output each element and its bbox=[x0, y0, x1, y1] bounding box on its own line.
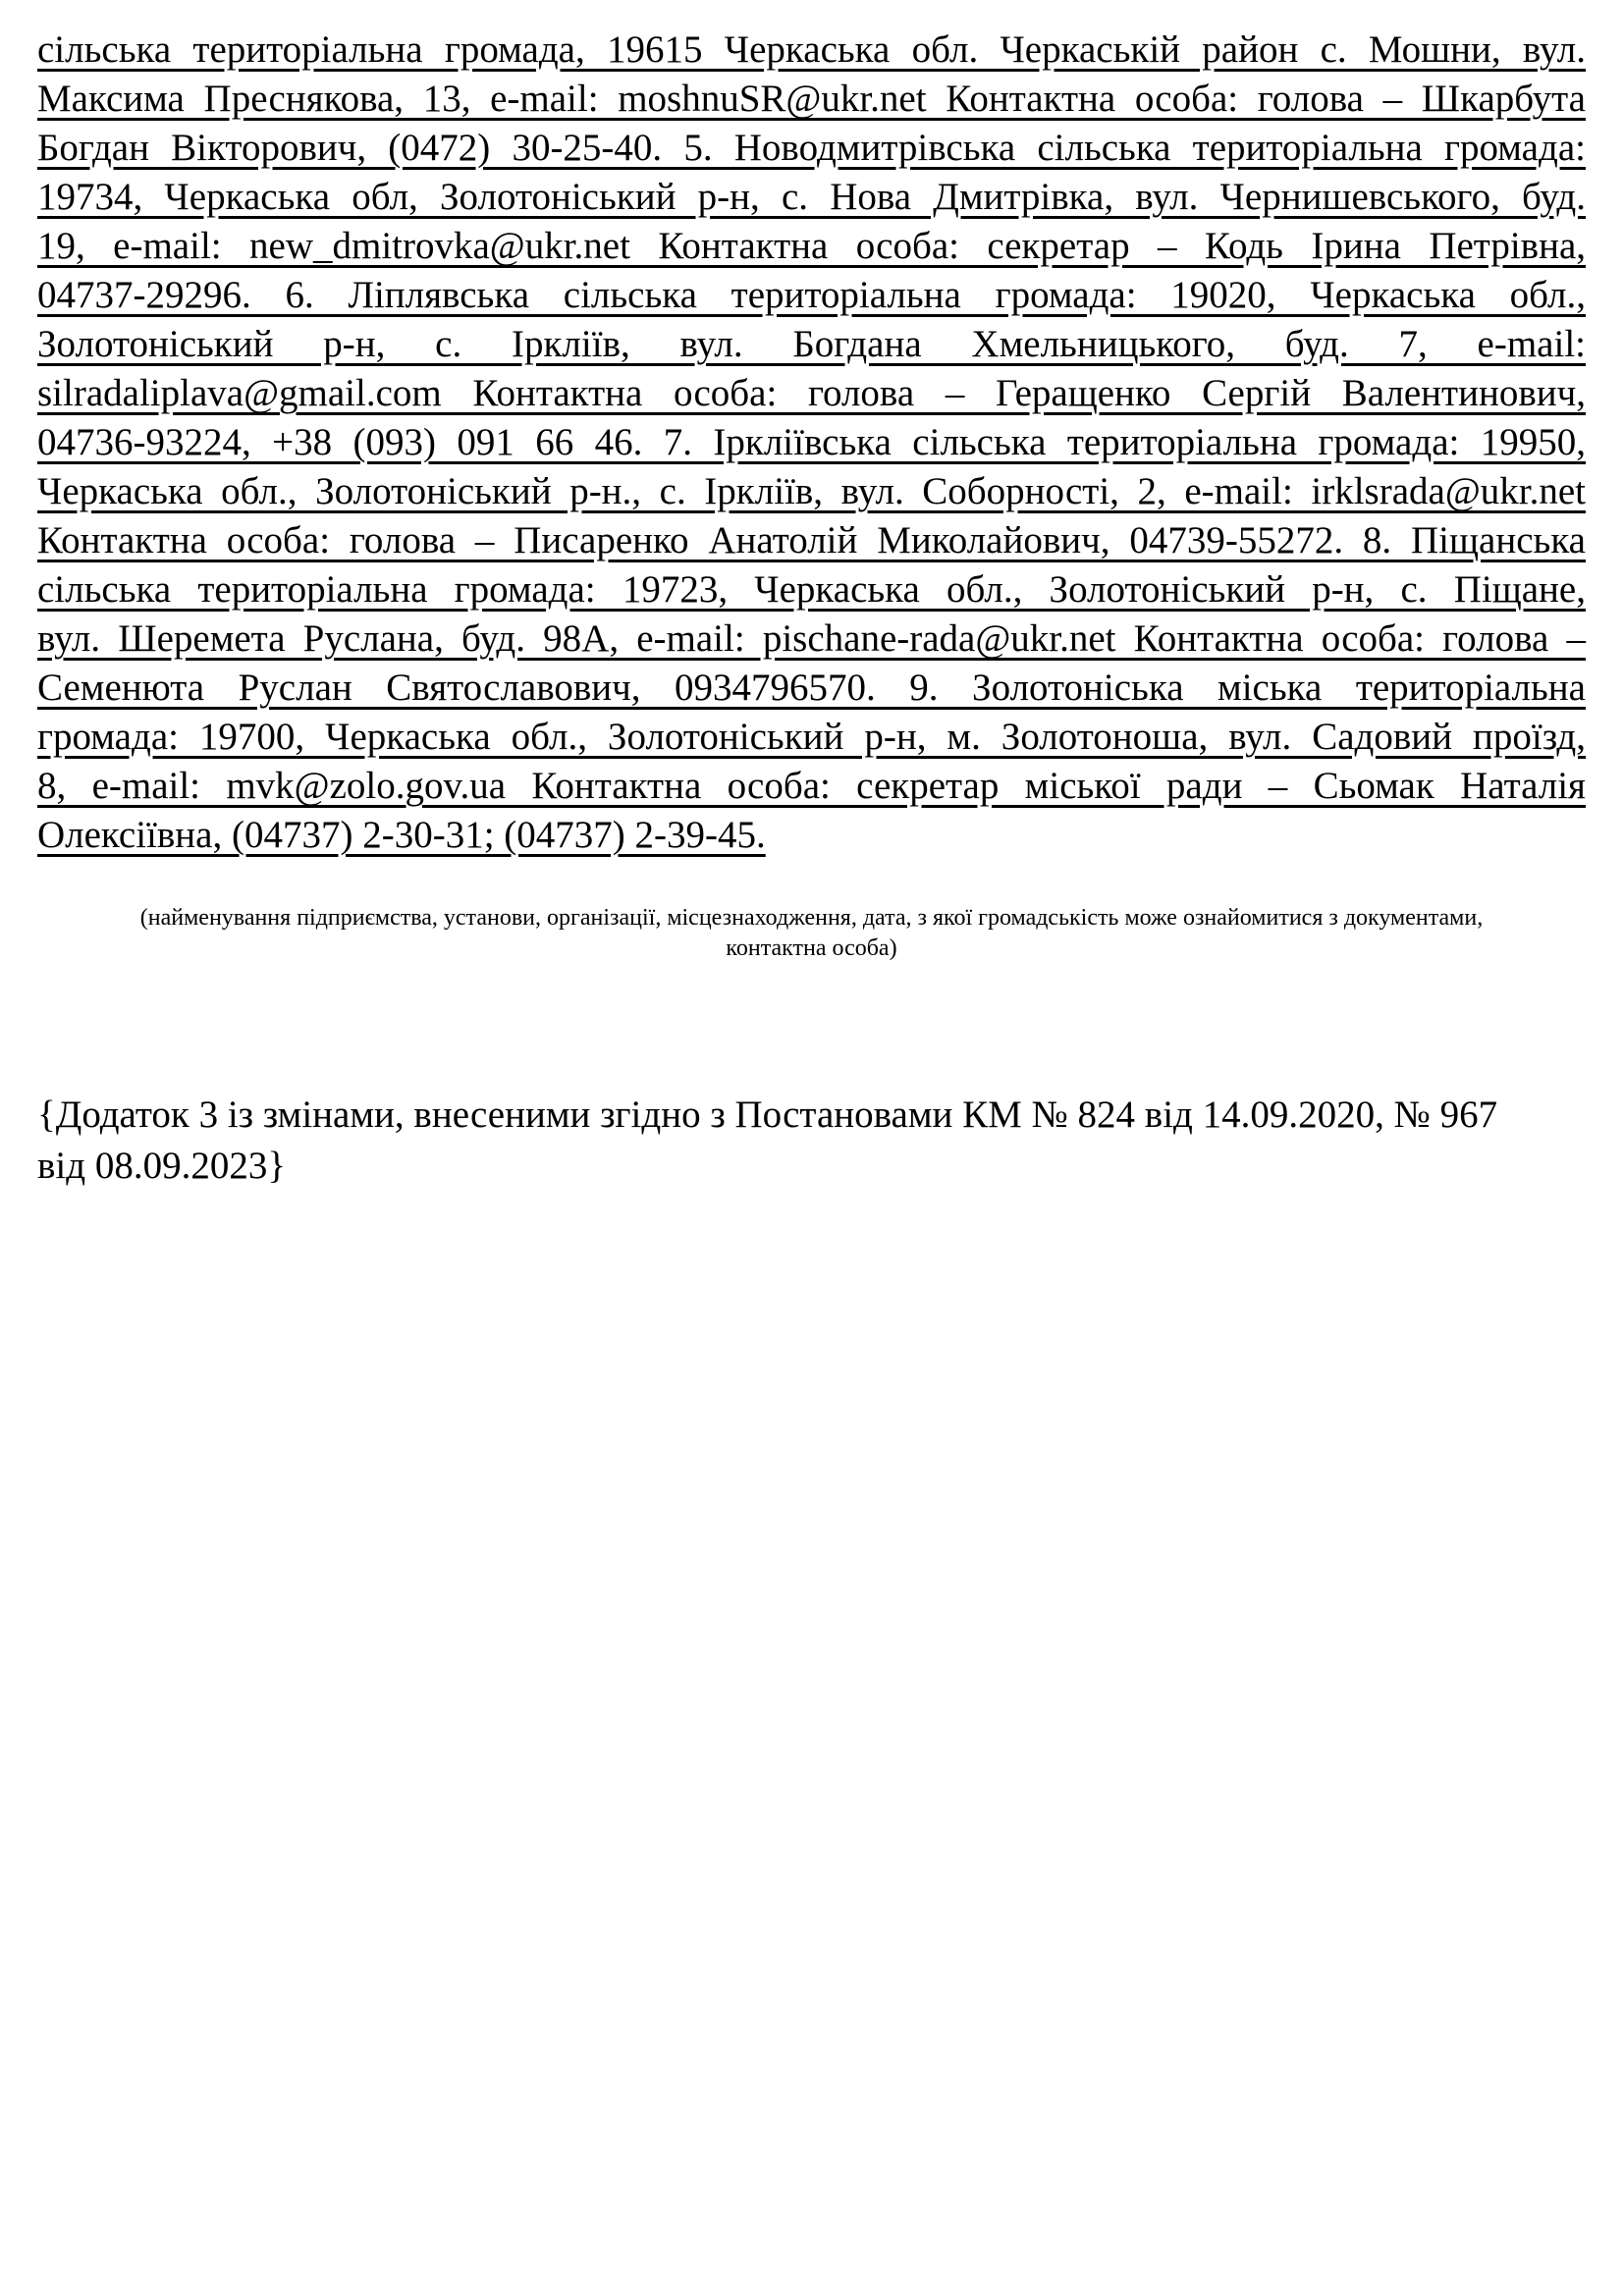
community-list-paragraph bbox=[37, 26, 1586, 860]
amendment-note bbox=[37, 1090, 1586, 1192]
text-line: вул. Шеремета Руслана, буд. 98А, e-mail: pischane-rada@ukr.net Контактна особа: голова – bbox=[37, 617, 1586, 660]
text-line: сільська територіальна громада, 19615 Черкаська обл. Черкаській район с. Мошни, вул. bbox=[37, 28, 1586, 71]
text-line: 19734, Черкаська обл, Золотоніський р-н, с. Нова Дмитрівка, вул. Чернишевського, буд. bbox=[37, 176, 1586, 218]
form-caption-line: контактна особа) bbox=[726, 935, 897, 961]
amendment-line: {Додаток 3 із змінами, внесеними згідно з Постановами КМ № 824 від 14.09.2020, № 967 bbox=[37, 1094, 1498, 1136]
text-line: Контактна особа: голова – Писаренко Анатолій Миколайович, 04739-55272. 8. Піщанська bbox=[37, 519, 1586, 561]
text-line: 04737-29296. 6. Ліплявська сільська територіальна громада: 19020, Черкаська обл., bbox=[37, 274, 1586, 316]
text-line: Семенюта Руслан Святославович, 0934796570. 9. Золотоніська міська територіальна bbox=[37, 667, 1586, 709]
amendment-line: від 08.09.2023} bbox=[37, 1145, 287, 1187]
text-line: сільська територіальна громада: 19723, Черкаська обл., Золотоніський р-н, с. Піщане, bbox=[37, 568, 1586, 611]
text-line: Максима Преснякова, 13, e-mail: moshnuSR@ukr.net Контактна особа: голова – Шкарбута bbox=[37, 78, 1586, 120]
text-line: громада: 19700, Черкаська обл., Золотоніський р-н, м. Золотоноша, вул. Садовий проїзд, bbox=[37, 716, 1586, 758]
text-line: Черкаська обл., Золотоніський р-н., с. Іркліїв, вул. Соборності, 2, e-mail: irklsrada@ukr.net bbox=[37, 470, 1586, 512]
form-caption-line: (найменування підприємства, установи, організації, місцезнаходження, дата, з якої громадськість може ознайомитися з документами, bbox=[139, 905, 1484, 931]
text-line: Богдан Вікторович, (0472) 30-25-40. 5. Новодмитрівська сільська територіальна громада: bbox=[37, 127, 1586, 169]
text-line: 19, e-mail: new_dmitrovka@ukr.net Контактна особа: секретар – Кодь Ірина Петрівна, bbox=[37, 225, 1586, 267]
text-line: Золотоніський р-н, с. Іркліїв, вул. Богдана Хмельницького, буд. 7, e-mail: bbox=[37, 323, 1586, 365]
text-line: 8, e-mail: mvk@zolo.gov.ua Контактна особа: секретар міської ради – Сьомак Наталія bbox=[37, 765, 1586, 807]
text-line: silradaliplava@gmail.com Контактна особа: голова – Геращенко Сергій Валентинович, bbox=[37, 372, 1586, 414]
text-line: 04736-93224, +38 (093) 091 66 46. 7. Іркліївська сільська територіальна громада: 19950, bbox=[37, 421, 1586, 463]
form-caption bbox=[37, 903, 1586, 964]
text-line: Олексіївна, (04737) 2-30-31; (04737) 2-39-45. bbox=[37, 814, 766, 856]
